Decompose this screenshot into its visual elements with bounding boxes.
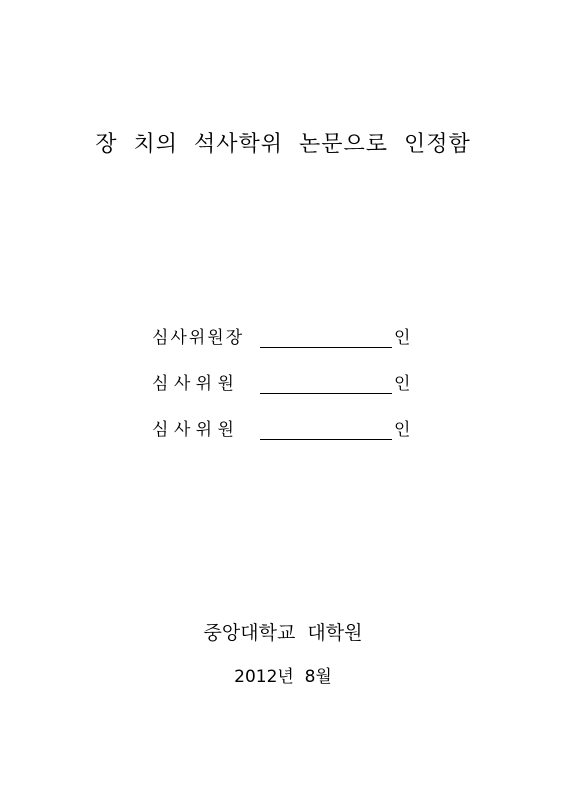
seal-mark: 인 xyxy=(394,420,411,440)
signature-line xyxy=(260,373,392,394)
signature-line xyxy=(260,327,392,348)
approval-date: 2012년 8월 xyxy=(234,667,332,687)
signature-role-label: 심 사 위 원 xyxy=(152,374,234,394)
approval-title: 장 치의 석사학위 논문으로 인정함 xyxy=(95,132,471,157)
seal-mark: 인 xyxy=(394,374,411,394)
signature-row-member-1 xyxy=(152,370,410,394)
signature-row-chair xyxy=(152,324,410,348)
signature-line xyxy=(260,419,392,440)
institution-name: 중앙대학교 대학원 xyxy=(203,622,363,644)
signature-row-member-2 xyxy=(152,416,410,440)
seal-mark: 인 xyxy=(394,328,411,348)
signature-role-label: 심사위원장 xyxy=(152,328,245,348)
signature-role-label: 심 사 위 원 xyxy=(152,420,234,440)
